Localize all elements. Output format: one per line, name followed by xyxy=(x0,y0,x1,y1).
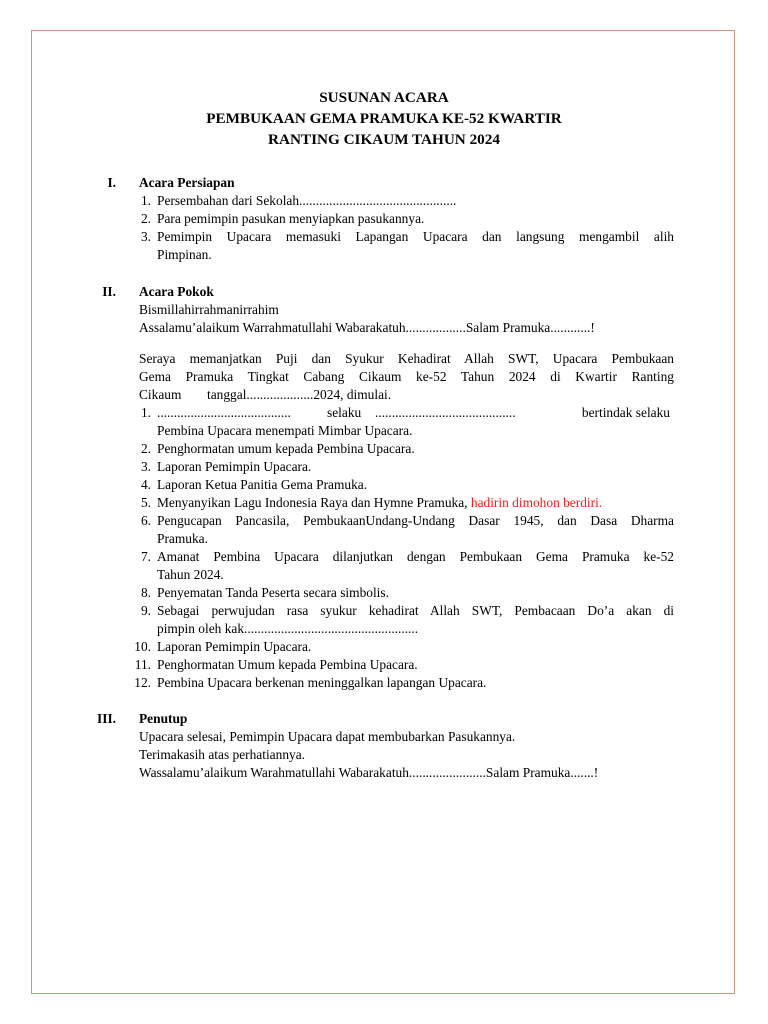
item-number: 1. xyxy=(140,405,151,420)
opening-paragraph-line-2: Gema Pramuka Tingkat Cabang Cikaum ke-52 Tahun 2024 di Kwartir Ranting xyxy=(139,369,674,384)
stand-notice: hadirin dimohon berdiri. xyxy=(470,495,603,510)
item-number: 4. xyxy=(140,477,151,492)
item-text: Pemimpin Upacara memasuki Lapangan Upacara dan langsung mengambil alih xyxy=(157,229,674,244)
greeting-salam: Assalamu’alaikum Warrahmatullahi Wabarakatuh..................Salam Pramuka............! xyxy=(139,320,595,335)
item-text-continued: Pembina Upacara menempati Mimbar Upacara. xyxy=(157,423,413,438)
item-text: Laporan Ketua Panitia Gema Pramuka. xyxy=(157,477,368,492)
item-number: 1. xyxy=(140,193,151,208)
item-text: Amanat Pembina Upacara dilanjutkan dengan Pembukaan Gema Pramuka ke-52 xyxy=(157,549,674,564)
item-text-main: Menyanyikan Lagu Indonesia Raya dan Hymne Pramuka, xyxy=(157,495,468,510)
closing-line-1: Upacara selesai, Pemimpin Upacara dapat membubarkan Pasukannya. xyxy=(139,729,516,744)
section-3-number: III. xyxy=(97,711,116,726)
item-number: 6. xyxy=(140,513,151,528)
item-text: Pembina Upacara berkenan meninggalkan lapangan Upacara. xyxy=(157,675,487,690)
closing-line-2: Terimakasih atas perhatiannya. xyxy=(139,747,306,762)
word-selaku: selaku xyxy=(327,405,362,420)
closing-line-3: Wassalamu’alaikum Warahmatullahi Wabarakatuh.......................Salam Pramuka.......! xyxy=(139,765,599,780)
item-number: 11. xyxy=(134,657,151,672)
name-blank: ........................................ xyxy=(157,405,291,420)
section-2-number: II. xyxy=(102,284,116,299)
item-text: Penghormatan Umum kepada Pembina Upacara. xyxy=(157,657,418,672)
opening-paragraph-line-1: Seraya memanjatkan Puji dan Syukur Kehadirat Allah SWT, Upacara Pembukaan xyxy=(139,351,674,366)
item-number: 3. xyxy=(140,229,151,244)
item-number: 5. xyxy=(140,495,151,510)
item-text: Laporan Pemimpin Upacara. xyxy=(157,639,312,654)
title-line-2: PEMBUKAAN GEMA PRAMUKA KE-52 KWARTIR xyxy=(206,110,562,127)
item-text: Penyematan Tanda Peserta secara simbolis. xyxy=(157,585,389,600)
date-blank: tanggal....................2024, dimulai. xyxy=(207,387,392,402)
title-line-3: RANTING CIKAUM TAHUN 2024 xyxy=(268,131,500,148)
item-text-continued: Pramuka. xyxy=(157,531,208,546)
item-number: 2. xyxy=(140,441,151,456)
role-blank: .......................................... xyxy=(375,405,516,420)
item-text-continued: Pimpinan. xyxy=(157,247,212,262)
item-number: 9. xyxy=(140,603,151,618)
opening-paragraph-line-3 xyxy=(139,386,674,404)
word-bertindak-selaku: bertindak selaku xyxy=(581,405,670,420)
item-text: Pengucapan Pancasila, PembukaanUndang-Undang Dasar 1945, dan Dasa Dharma xyxy=(157,513,674,528)
item-text-continued: Tahun 2024. xyxy=(157,567,224,582)
item-number: 12. xyxy=(134,675,151,690)
item-number: 2. xyxy=(140,211,151,226)
item-text: Sebagai perwujudan rasa syukur kehadirat Allah SWT, Pembacaan Do’a akan di xyxy=(157,603,674,618)
item-number: 3. xyxy=(140,459,151,474)
item-text: Penghormatan umum kepada Pembina Upacara. xyxy=(157,441,415,456)
place-cikaum: Cikaum xyxy=(139,387,182,402)
greeting-bismillah: Bismillahirrahmanirrahim xyxy=(139,302,279,317)
section-2-heading: Acara Pokok xyxy=(139,284,214,299)
section-1-heading: Acara Persiapan xyxy=(139,175,235,190)
item-text: Persembahan dari Sekolah............................................... xyxy=(157,193,457,208)
item-number: 8. xyxy=(140,585,151,600)
title-line-1: SUSUNAN ACARA xyxy=(319,89,449,106)
item-number: 10. xyxy=(134,639,151,654)
item-text: Laporan Pemimpin Upacara. xyxy=(157,459,312,474)
item-text-continued: pimpin oleh kak.................................................... xyxy=(157,621,419,636)
section-1-number: I. xyxy=(107,175,116,190)
item-text xyxy=(157,494,674,512)
section-3-heading: Penutup xyxy=(139,711,188,726)
item-text: Para pemimpin pasukan menyiapkan pasukannya. xyxy=(157,211,425,226)
item-number: 7. xyxy=(140,549,151,564)
